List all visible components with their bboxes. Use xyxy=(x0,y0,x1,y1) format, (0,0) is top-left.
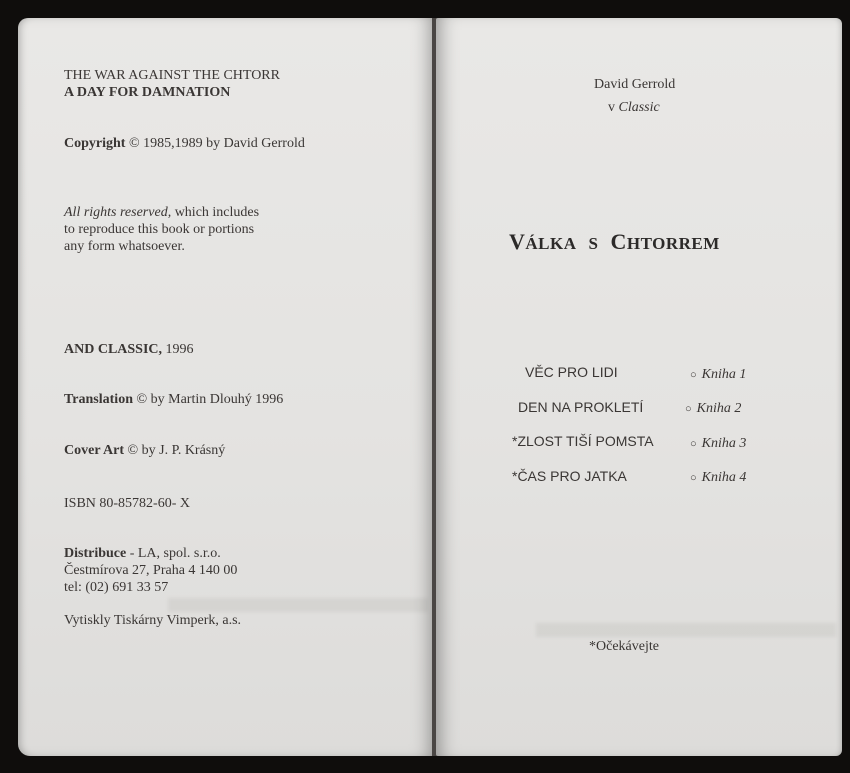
bullet-icon: ○ xyxy=(685,403,692,415)
distribution-value: - LA, spol. s.r.o. xyxy=(126,546,221,561)
volume-title: VĚC PRO LIDI xyxy=(525,364,618,380)
volume-book xyxy=(690,470,746,486)
copyright-value: © 1985,1989 by David Gerrold xyxy=(128,136,305,151)
title-small-3: HTORREM xyxy=(626,234,720,253)
imprint-line xyxy=(608,99,660,116)
author: David Gerrold xyxy=(594,77,676,92)
address: Čestmírova 27, Praha 4 140 00 xyxy=(64,563,238,578)
rights-line-3: any form whatsoever. xyxy=(64,239,185,254)
book-title-main xyxy=(509,229,720,255)
title-cap-2: C xyxy=(610,229,627,254)
right-page xyxy=(436,18,842,756)
rights-rest: which includes xyxy=(171,205,260,220)
copyright-label: Copyright xyxy=(64,136,126,151)
cover-art-label: Cover Art xyxy=(64,443,124,458)
cover-art-value: © by J. P. Krásný xyxy=(124,443,226,458)
book-title: A DAY FOR DAMNATION xyxy=(64,85,231,100)
left-page xyxy=(18,18,434,756)
rights-line-2: to reproduce this book or portions xyxy=(64,222,255,237)
title-small-2: S xyxy=(588,234,599,253)
publisher-line xyxy=(64,341,194,358)
show-through-shadow xyxy=(536,623,836,637)
publisher-label: AND CLASSIC, xyxy=(64,342,163,357)
volume-book xyxy=(690,436,746,452)
show-through-shadow xyxy=(168,598,428,612)
title-cap-1: V xyxy=(509,229,526,254)
volume-book xyxy=(685,401,741,417)
printer: Vytiskly Tiskárny Vimperk, a.s. xyxy=(64,613,242,628)
isbn: ISBN 80-85782-60- X xyxy=(64,496,190,511)
translation-value: © by Martin Dlouhý 1996 xyxy=(132,392,284,407)
volume-book-label: Kniha 2 xyxy=(696,401,742,416)
volume-title: DEN NA PROKLETÍ xyxy=(518,399,644,415)
translation-line xyxy=(64,391,283,408)
imprint-prefix: v xyxy=(608,100,619,115)
footnote: *Očekávejte xyxy=(589,639,659,654)
rights-line-1 xyxy=(64,204,259,221)
cover-art-line xyxy=(64,442,225,459)
volume-book-label: Kniha 3 xyxy=(701,436,747,451)
publisher-year: 1996 xyxy=(162,342,194,357)
volume-book-label: Kniha 4 xyxy=(701,470,747,485)
rights-italic: All rights reserved, xyxy=(64,205,172,220)
bullet-icon: ○ xyxy=(690,438,697,450)
volume-book xyxy=(690,367,746,383)
title-small-1: ÁLKA xyxy=(525,234,577,253)
volume-title: *ČAS PRO JATKA xyxy=(512,468,627,484)
phone: tel: (02) 691 33 57 xyxy=(64,580,169,595)
bullet-icon: ○ xyxy=(690,369,697,381)
volume-book-label: Kniha 1 xyxy=(701,367,747,382)
distribution-line xyxy=(64,545,221,562)
volume-title: *ZLOST TIŠÍ POMSTA xyxy=(512,433,654,449)
distribution-label: Distribuce xyxy=(64,546,127,561)
translation-label: Translation xyxy=(64,392,133,407)
series-title: THE WAR AGAINST THE CHTORR xyxy=(64,68,280,83)
bullet-icon: ○ xyxy=(690,472,697,484)
imprint: Classic xyxy=(618,100,660,115)
copyright-line xyxy=(64,135,305,152)
